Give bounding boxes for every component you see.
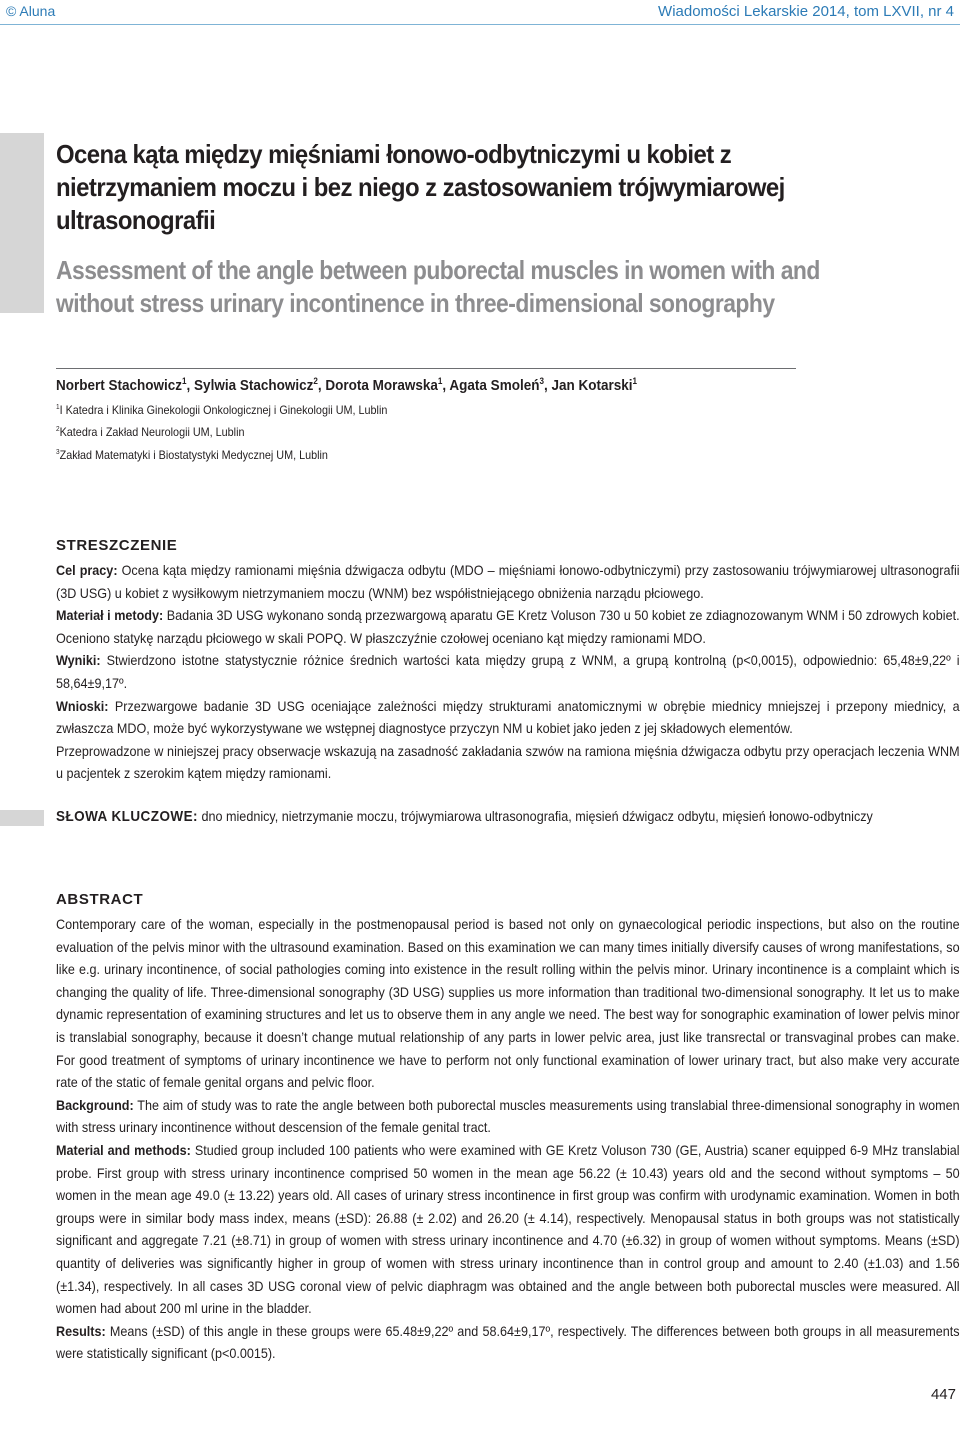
paragraph-text: Przeprowadzone w niniejszej pracy obserwacje wskazują na zasadność zakładania szwów na ramiona mięśnia dźwigacza odbytu przy operacjach leczenia WNM u pacjentek z szerokim kątem między ramionami. xyxy=(56,742,960,782)
streszczenie-body xyxy=(56,559,960,785)
streszczenie-paragraph xyxy=(56,604,960,649)
affiliation-text: Katedra i Zakład Neurologii UM, Lublin xyxy=(59,425,245,439)
author-sup: 1 xyxy=(632,376,638,386)
abstract-paragraph xyxy=(56,1139,960,1320)
author-sup: 1 xyxy=(182,376,187,386)
author-sup: 2 xyxy=(313,376,318,386)
title-side-marker xyxy=(0,133,44,313)
paragraph-label: Material and methods: xyxy=(56,1141,191,1158)
journal-citation: Wiadomości Lekarskie 2014, tom LXVII, nr 4 xyxy=(658,3,954,20)
streszczenie-heading: STRESZCZENIE xyxy=(56,537,178,554)
author-list: Norbert Stachowicz$^1$, Sylwia Stachowicz$^2$, Dorota Morawska$^1$, Agata Smoleń$^3$, Jan Kotarski$^1$ xyxy=(56,376,638,394)
author-name: Agata Smoleń xyxy=(449,377,540,394)
paragraph-label: Wnioski: xyxy=(56,697,109,714)
paragraph-label: Materiał i metody: xyxy=(56,607,164,624)
abstract-heading: ABSTRACT xyxy=(56,891,144,908)
copyright-notice: © Aluna xyxy=(6,3,56,19)
paragraph-text: Ocena kąta między ramionami mięśnia dźwigacza odbytu (MDO – mięśniami łonowo-odbytniczymi) przy zastosowaniu trójwymiarowej ultrasonografii (3D USG) u kobiet z wysiłkowym nietrzymaniem moczu (WNM) bez współistniejącego obniżenia narządu płciowego. xyxy=(56,562,960,601)
paragraph-label: Background: xyxy=(56,1096,134,1113)
paragraph-text: Badania 3D USG wykonano sondą przezwargową aparatu GE Kretz Voluson 730 u 50 kobiet ze zdiagnozowanym WNM i 50 zdrowych kobiet. Oceniono statykę narządu płciowego w skali POPQ. W płaszczyźnie czołowej oceniano kąt między ramionami MDO. xyxy=(56,607,960,646)
paragraph-text: Means (±SD) of this angle in these groups were 65.48±9,22º and 58.64±9,17º, respectively. The differences between both groups in all measurements were statistically significant (p<0.0015). xyxy=(56,1322,960,1362)
author-sup: 3 xyxy=(539,376,544,386)
streszczenie-paragraph xyxy=(56,740,960,785)
author-sup: 1 xyxy=(437,376,443,386)
affiliation-sup: 1 xyxy=(56,402,60,411)
paragraph-text: Przezwargowe badanie 3D USG oceniające zależności między strukturami anatomicznymi w obrębie miednicy mniejszej i przepony miednicy, a zwłaszcza MDO, może być wykorzystywane we wstępnej diagnostyce przyczyn NM u kobiet jako jeden z jej składowych elementów. xyxy=(56,697,960,737)
affiliation-text: I Katedra i Klinika Ginekologii Onkologicznej i Ginekologii UM, Lublin xyxy=(59,403,388,417)
abstract-body xyxy=(56,913,960,1365)
streszczenie-paragraph xyxy=(56,559,960,604)
author-name: Jan Kotarski xyxy=(551,377,633,394)
keywords-side-marker xyxy=(0,810,44,826)
affiliation xyxy=(56,424,244,439)
author-name: Sylwia Stachowicz xyxy=(194,377,314,394)
affiliation-sup: 2 xyxy=(56,424,60,433)
paragraph-text: Studied group included 100 patients who were examined with GE Kretz Voluson 730 (GE, Austria) scaner equipped 6-9 MHz translabial probe. First group with stress urinary incontinence comprised 50 women in the mean age 56.22 (± 10.43) years old and the second without symptoms – 50 women in the mean age 49.0 (± 13.22) years old. All cases of urinary stress incontinence in first group was confirm with urodynamic examination. Women in both groups were in similar body mass index, means (±SD): 26.88 (± 2.02) and 26.20 (± 4.14), respectively. Menopausal status in both groups was not statistically significant and aggregate 7.21 (±8.71) in group of women with stress urinary incontinence and 4.70 (±6.32) in group of women without symptoms. Means (±SD) quantity of deliveries was significantly higher in group of women with stress urinary incontinence than in control group and amount to 2.40 (±1.03) and 1.56 (±1.34), respectively. In all cases 3D USG coronal view of pelvic diaphragm was obtained and the angle between both puborectal muscles were measured. All women had about 200 ml urine in the bladder. xyxy=(56,1141,960,1317)
paragraph-label: Results: xyxy=(56,1322,106,1339)
paragraph-label: Wyniki: xyxy=(56,652,101,669)
author-name: Norbert Stachowicz xyxy=(56,377,183,394)
affiliation-sup: 3 xyxy=(56,447,60,456)
paragraph-text: The aim of study was to rate the angle between both puborectal muscles measurements using translabial three-dimensional sonography in women with stress urinary incontinence without descension of the female genital tract. xyxy=(56,1096,960,1136)
paragraph-text: Stwierdzono istotne statystycznie różnice średnich wartości kata między grupą z WNM, a grupą kontrolną (p<0,0015), odpowiednio: 65,48±9,22º i 58,64±9,17º. xyxy=(56,652,960,691)
page-number: 447 xyxy=(930,1386,956,1403)
paragraph-text: Contemporary care of the woman, especially in the postmenopausal period is based not only on gynaecological periodic inspections, but also on the routine evaluation of the pelvis minor with the ultrasound examination. Based on this examination we can many times initially diversify causes of wrong manifestations, so like e.g. urinary incontinence, of social pathologies coming into existence in the result rolling within the pelvis minor. Urinary incontinence is a complaint which is changing the quality of life. Three-dimensional sonography (3D USG) supplies us more information than traditional two-dimensional sonography. It let us to make dynamic representation of examining structures and let us to observe them in any angle we need. The best way for sonographic examination of lower pelvis minor is translabial sonography, because it doesn’t change mutual relationship of any parts in lower pelvic area, just like transrectal or transvaginal probes can make. For good treatment of symptoms of urinary incontinence we have to perform not only functional examination of lower urinary tract, but also make very accurate rate of the static of female genital organs and pelvic floor. xyxy=(56,916,960,1091)
affiliation-text: Zakład Matematyki i Biostatystyki Medycznej UM, Lublin xyxy=(59,448,328,462)
author-divider xyxy=(56,368,796,369)
affiliation xyxy=(56,402,387,417)
title-polish: Ocena kąta między mięśniami łonowo-odbytniczymi u kobiet z nietrzymaniem moczu i bez niego z zastosowaniem trójwymiarowej ultrasonografii xyxy=(56,139,785,235)
abstract-paragraph xyxy=(56,1320,960,1365)
streszczenie-paragraph xyxy=(56,695,960,740)
affiliation xyxy=(56,447,328,462)
streszczenie-paragraph xyxy=(56,649,960,694)
keywords-label: SŁOWA KLUCZOWE: xyxy=(56,808,198,825)
title-english: Assessment of the angle between puborectal muscles in women with and without stress urinary incontinence in three-dimensional sonography xyxy=(56,255,820,318)
keywords-text: dno miednicy, nietrzymanie moczu, trójwymiarowa ultrasonografia, mięsień dźwigacz odbytu, mięsień łonowo-odbytniczy xyxy=(197,808,873,824)
keywords-line xyxy=(56,808,873,825)
abstract-paragraph xyxy=(56,1094,960,1139)
author-name: Dorota Morawska xyxy=(325,377,438,394)
abstract-paragraph xyxy=(56,913,960,1094)
paragraph-label: Cel pracy: xyxy=(56,562,118,578)
